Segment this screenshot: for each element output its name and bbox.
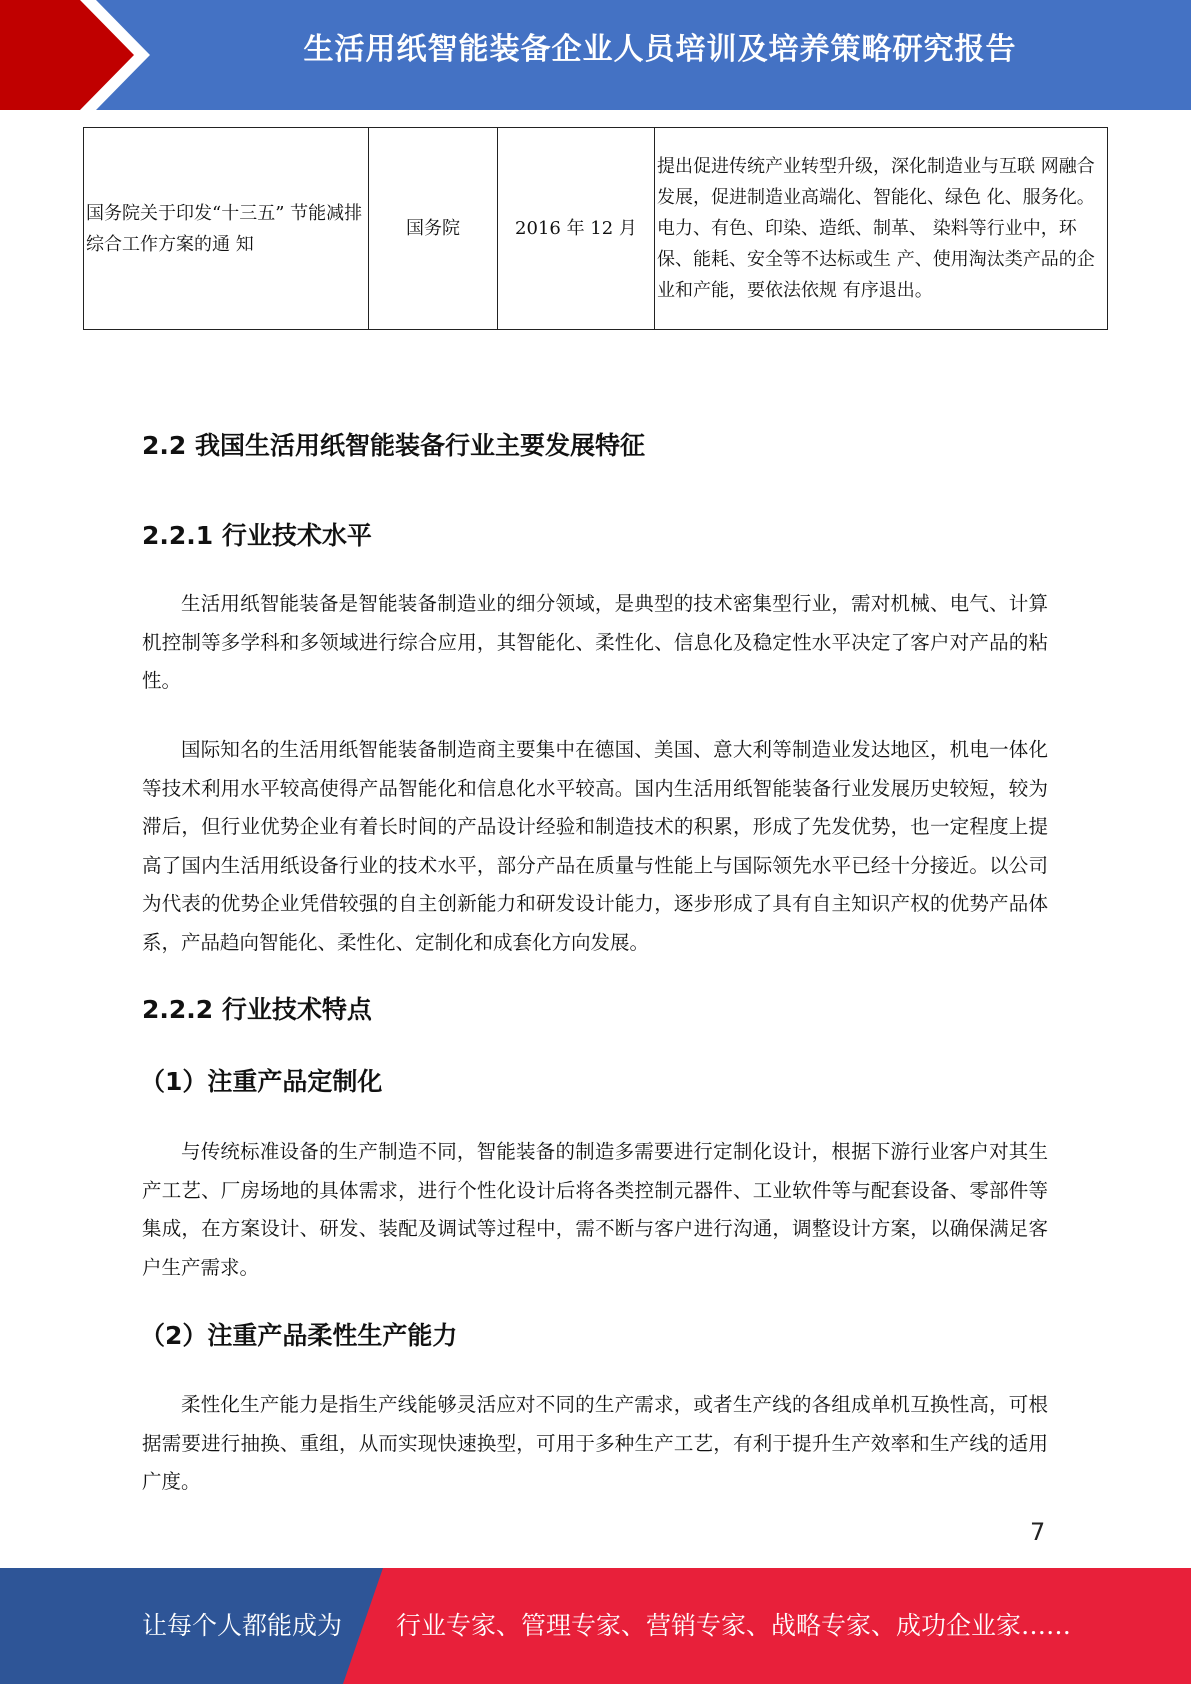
subheading-customization: （1）注重产品定制化 — [140, 1067, 383, 1096]
policy-table — [83, 127, 1108, 330]
footer-slogan-left: 让每个人都能成为 — [142, 1611, 343, 1640]
table-row — [84, 128, 1108, 330]
footer-banner — [0, 1568, 1191, 1684]
policy-date-cell: 2016 年 12 月 — [498, 128, 655, 330]
paragraph-customization: 与传统标准设备的生产制造不同，智能装备的制造多需要进行定制化设计，根据下游行业客户对其生产工艺、厂房场地的具体需求，进行个性化设计后将各类控制元器件、工业软件等与配套设备、零部件等集成，在方案设计、研发、装配及调试等过程中，需不断与客户进行沟通，调整设计方案，以确保满足客户生产需求。 — [142, 1140, 1048, 1279]
paragraph-technology-level-2: 国际知名的生活用纸智能装备制造商主要集中在德国、美国、意大利等制造业发达地区，机电一体化等技术利用水平较高使得产品智能化和信息化水平较高。国内生活用纸智能装备行业发展历史较短，较为滞后，但行业优势企业有着长时间的产品设计经验和制造技术的积累，形成了先发优势，也一定程度上提高了国内生活用纸设备行业的技术水平，部分产品在质量与性能上与国际领先水平已经十分接近。以公司为代表的优势企业凭借较强的自主创新能力和研发设计能力，逐步形成了具有自主知识产权的优势产品体系，产品趋向智能化、柔性化、定制化和成套化方向发展。 — [142, 738, 1048, 954]
paragraph-technology-level-1: 生活用纸智能装备是智能装备制造业的细分领域，是典型的技术密集型行业，需对机械、电气、计算机控制等多学科和多领域进行综合应用，其智能化、柔性化、信息化及稳定性水平决定了客户对产品的粘性。 — [142, 592, 1048, 692]
subheading-flexible-production: （2）注重产品柔性生产能力 — [140, 1321, 458, 1350]
section-heading-2-2-1: 2.2.1 行业技术水平 — [142, 521, 372, 550]
policy-desc-cell: 提出促进传统产业转型升级，深化制造业与互联 网融合发展，促进制造业高端化、智能化、绿色 化、服务化。电力、有色、印染、造纸、制革、 染料等行业中，环保、能耗、安全等不达标或生 产、使用淘汰类产品的企业和产能，要依法依规 有序退出。 — [655, 128, 1108, 330]
section-heading-2-2: 2.2 我国生活用纸智能装备行业主要发展特征 — [142, 431, 645, 460]
policy-name-cell: 国务院关于印发“十三五” 节能减排综合工作方案的通 知 — [84, 128, 369, 330]
page-number: 7 — [1030, 1518, 1046, 1546]
header-title: 生活用纸智能装备企业人员培训及培养策略研究报告 — [303, 32, 1017, 67]
paragraph-flexible-production: 柔性化生产能力是指生产线能够灵活应对不同的生产需求，或者生产线的各组成单机互换性高，可根据需要进行抽换、重组，从而实现快速换型，可用于多种生产工艺，有利于提升生产效率和生产线的适用广度。 — [142, 1393, 1048, 1493]
footer-slogan-right: 行业专家、管理专家、营销专家、战略专家、成功企业家…… — [396, 1611, 1072, 1640]
section-heading-2-2-2: 2.2.2 行业技术特点 — [142, 995, 372, 1024]
policy-org-cell: 国务院 — [369, 128, 498, 330]
header-banner — [0, 0, 1191, 112]
